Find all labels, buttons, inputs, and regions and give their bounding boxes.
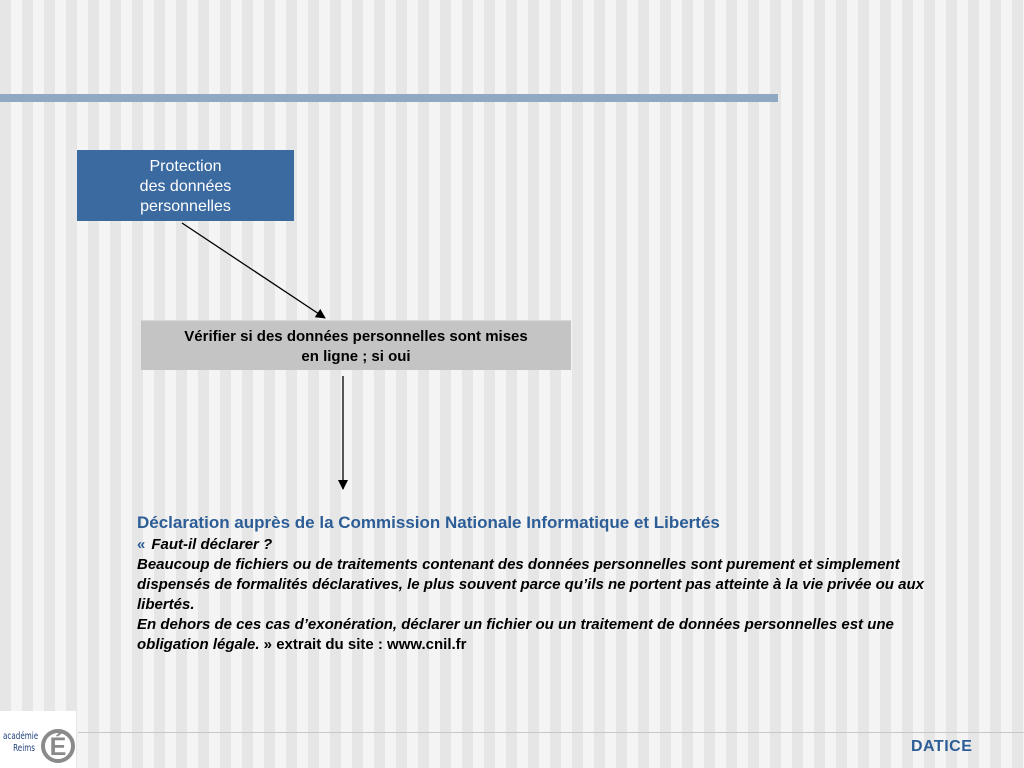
footer-divider [78, 732, 1024, 733]
paragraph-2-italic: En dehors de ces cas d’exonération, déclarer un fichier ou un traitement de données personnelles est une obligation légale. [137, 616, 894, 653]
protection-line-3: personnelles [140, 198, 231, 215]
datice-brand: DATICE [911, 738, 973, 755]
logo-line-2: Reims [13, 743, 35, 754]
source-text: » extrait du site : www.cnil.fr [259, 636, 467, 653]
academie-logo [0, 711, 76, 768]
question-text: Faut-il déclarer ? [151, 536, 273, 553]
verify-line-2: en ligne ; si oui [301, 348, 411, 365]
paragraph-1: Beaucoup de fichiers ou de traitements contenant des données personnelles sont purement et simplement dispensés de formalités déclaratives, le plus souvent parce qu’ils ne portent pas atteinte à la vie privée ou aux libertés. [137, 556, 924, 613]
marianne-e-icon [40, 719, 76, 765]
open-quote: « [137, 536, 146, 553]
question-line [137, 535, 957, 555]
logo-text [3, 731, 39, 755]
verify-line-1: Vérifier si des données personnelles sont mises [184, 328, 528, 345]
protection-line-2: des données [139, 178, 232, 195]
declaration-content [137, 512, 957, 655]
declaration-heading: Déclaration auprès de la Commission Nationale Informatique et Libertés [137, 513, 720, 532]
paragraph-2 [137, 615, 957, 655]
protection-line-1: Protection [149, 158, 222, 175]
logo-letter: É [49, 733, 67, 761]
arrow-protection-to-verify [182, 223, 325, 318]
logo-line-1: académie [3, 731, 39, 742]
